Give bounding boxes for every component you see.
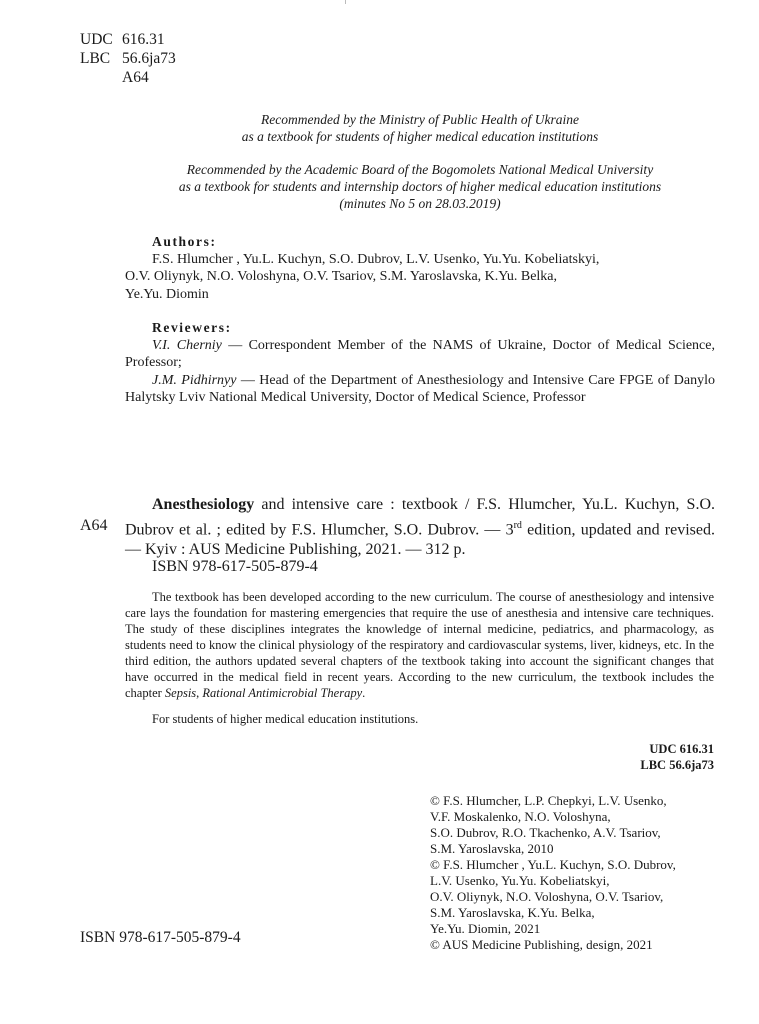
udc-label: UDC [80,31,113,48]
copyright-design: © AUS Medicine Publishing, design, 2021 [430,937,653,952]
udc-summary-lbc: LBC 56.6ja73 [640,758,714,772]
copyright-2021-line-4: S.M. Yaroslavska, K.Yu. Belka, [430,905,595,920]
reviewer-2-name: J.M. Pidhirnyy [152,372,237,388]
edition-superscript: rd [513,519,522,531]
copyright-2010-line-4: S.M. Yaroslavska, 2010 [430,841,554,856]
lbc-value: 56.6ja73 [122,50,176,67]
isbn-bottom: ISBN 978-617-505-879-4 [80,929,241,946]
abstract-end: . [362,686,366,700]
reviewer-2 [125,372,715,407]
authors-section [125,233,715,303]
authors-heading: Authors: [152,234,217,249]
board-line-3: (minutes No 5 on 28.03.2019) [339,196,501,211]
udc-summary [640,741,714,773]
udc-value: 616.31 [122,31,165,48]
author-mark: A64 [122,69,149,86]
chapter-antimicrobial: Rational Antimicrobial Therapy [202,686,363,700]
biblio-part-1: and intensive care : textbook / F.S. Hlumcher, Yu.L. Kuchyn, S.O. Dubrov et al. ; edited by F.S. Hlumcher, S.O. Dubrov. — 3 [125,496,715,538]
lbc-row [80,49,176,68]
board-recommendation [110,161,730,212]
authors-line-1: F.S. Hlumcher , Yu.L. Kuchyn, S.O. Dubrov, L.V. Usenko, Yu.Yu. Kobeliatskyi, [152,251,600,267]
reviewer-1 [125,337,715,372]
board-line-2: as a textbook for students and internship doctors of higher medical education institutions [178,179,662,194]
biblio-code: A64 [80,517,108,534]
lbc-label: LBC [80,50,111,67]
copyright-2010-line-2: V.F. Moskalenko, N.O. Voloshyna, [430,809,611,824]
ministry-line-2: as a textbook for students of higher medical education institutions [241,129,599,144]
reviewer-1-name: V.I. Cherniy [152,337,222,353]
classification-block [80,30,176,87]
chapter-sepsis: Sepsis [164,686,197,700]
isbn-inline: ISBN 978-617-505-879-4 [152,558,318,575]
copyright-2021-line-1: © F.S. Hlumcher , Yu.L. Kuchyn, S.O. Dubrov, [430,857,676,872]
copyright-2021-line-5: Ye.Yu. Diomin, 2021 [430,921,541,936]
copyright-2010-line-1: © F.S. Hlumcher, L.P. Chepkyi, L.V. Usenko, [430,793,667,808]
biblio-part-2: edition, updated and revised. — Kyiv : AUS Medicine Publishing, 2021. — 312 p. [125,520,716,559]
bibliographic-description [125,495,715,561]
udc-row [80,30,176,49]
top-crop-mark [345,0,346,4]
copyright-block [430,793,730,953]
abstract-text: The textbook has been developed according to the new curriculum. The course of anesthesiology and intensive care lays the foundation for mastering emergencies that require the use of anesthesia and intensive care techniques. The study of these disciplines integrates the knowledge of internal medicine, pediatrics, and pharmacology, as students need to know the clinical physiology of the respiratory and cardiovascular systems, liver, kidneys, etc. In the third edition, the authors updated several chapters of the textbook taking into account the significant changes that have occurred in the medical field in recent years. According to the new curriculum, the textbook includes the chapter [125,590,714,700]
abstract-paragraph [125,589,714,701]
board-line-1: Recommended by the Academic Board of the Bogomolets National Medical University [186,162,654,177]
authors-line-2: O.V. Oliynyk, N.O. Voloshyna, O.V. Tsariov, S.M. Yaroslavska, K.Yu. Belka, [125,269,558,284]
copyright-2021-line-3: O.V. Oliynyk, N.O. Voloshyna, O.V. Tsariov, [430,889,664,904]
copyright-2010 [430,793,730,857]
copyright-2021-line-2: L.V. Usenko, Yu.Yu. Kobeliatskyi, [430,873,610,888]
reviewers-section [125,319,715,407]
book-title: Anesthesiology [152,496,255,513]
reviewer-1-desc: — Correspondent Member of the NAMS of Ukraine, Doctor of Medical Science, Professor; [125,337,715,370]
ministry-line-1: Recommended by the Ministry of Public Health of Ukraine [261,112,579,127]
reviewers-heading: Reviewers: [152,320,232,335]
copyright-2021 [430,857,730,937]
udc-summary-udc: UDC 616.31 [649,742,714,756]
copyright-2010-line-3: S.O. Dubrov, R.O. Tkachenko, A.V. Tsariov, [430,825,661,840]
ministry-recommendation [110,111,730,145]
audience-line: For students of higher medical education institutions. [152,712,419,726]
chapter-separator: , [196,686,203,700]
authors-line-3: Ye.Yu. Diomin [125,286,209,302]
reviewer-2-desc: — Head of the Department of Anesthesiology and Intensive Care FPGE of Danylo Halytsky Lviv National Medical University, Doctor of Medical Science, Professor [125,372,715,405]
